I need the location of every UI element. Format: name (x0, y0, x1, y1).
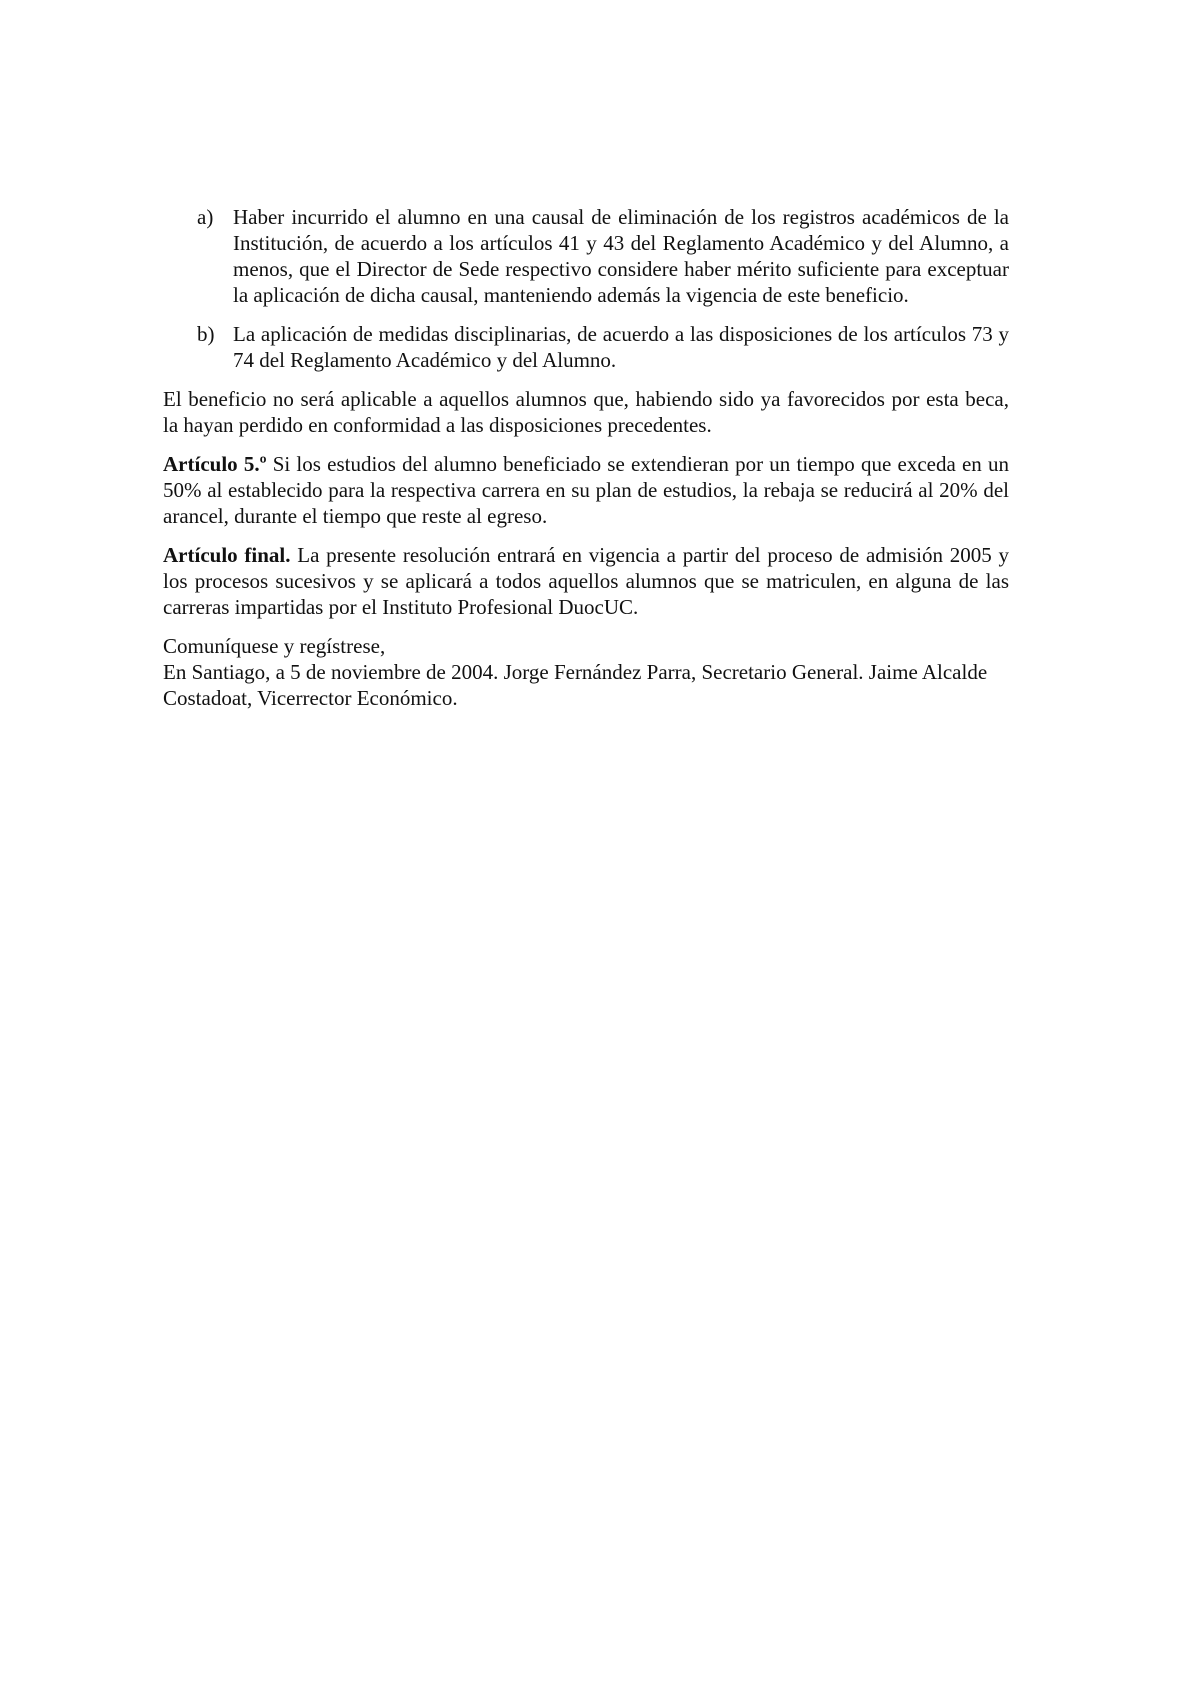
article-final-heading: Artículo final. (163, 543, 291, 567)
article-5-paragraph (163, 451, 1009, 529)
list-item-text: Haber incurrido el alumno en una causal de eliminación de los registros académicos de la Institución, de acuerdo a los artículos 41 y 43 del Reglamento Académico y del Alumno, a menos, que el Director de Sede respectivo considere haber mérito suficiente para exceptuar la aplicación de dicha causal, manteniendo además la vigencia de este beneficio. (233, 205, 1009, 307)
article-5-text: Si los estudios del alumno beneficiado se extendieran por un tiempo que exceda en un 50% al establecido para la respectiva carrera en su plan de estudios, la rebaja se reducirá al 20% del arancel, durante el tiempo que reste al egreso. (163, 452, 1009, 528)
article-final-text: La presente resolución entrará en vigencia a partir del proceso de admisión 2005 y los procesos sucesivos y se aplicará a todos aquellos alumnos que se matriculen, en alguna de las carreras impartidas por el Instituto Profesional DuocUC. (163, 543, 1009, 619)
list-marker: a) (197, 205, 214, 229)
list-marker: b) (197, 322, 215, 346)
causal-list (163, 204, 1009, 373)
document-body (163, 204, 1009, 711)
benefit-paragraph: El beneficio no será aplicable a aquellos alumnos que, habiendo sido ya favorecidos por esta beca, la hayan perdido en conformidad a las disposiciones precedentes. (163, 387, 1009, 437)
list-item-a (163, 204, 1009, 308)
closing-line-2: En Santiago, a 5 de noviembre de 2004. Jorge Fernández Parra, Secretario General. Jaime Alcalde Costadoat, Vicerrector Económico. (163, 660, 988, 710)
list-item-b (163, 321, 1009, 373)
article-final-paragraph (163, 542, 1009, 620)
closing-line-1: Comuníquese y regístrese, (163, 634, 386, 658)
list-item-text: La aplicación de medidas disciplinarias, de acuerdo a las disposiciones de los artículos 73 y 74 del Reglamento Académico y del Alumno. (233, 322, 1009, 372)
article-5-heading: Artículo 5.º (163, 452, 267, 476)
